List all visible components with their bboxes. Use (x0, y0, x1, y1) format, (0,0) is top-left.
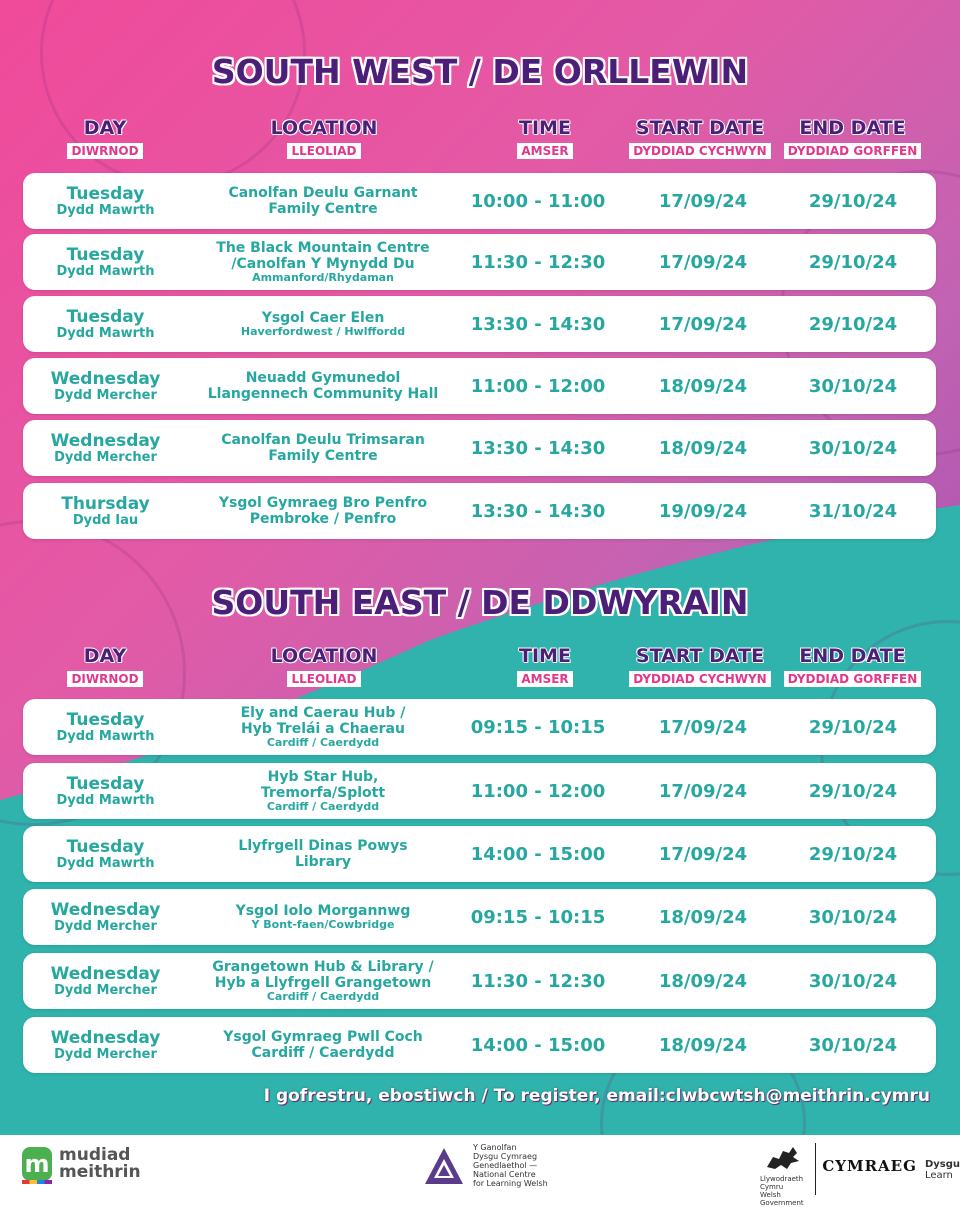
location-line: Library (294, 854, 352, 870)
section-title-south-west: SOUTH WEST / DE ORLLEWIN (211, 52, 749, 91)
header-end-date (775, 117, 930, 159)
end-date: 29/10/24 (808, 843, 898, 865)
location-line: Ely and Caerau Hub / (240, 705, 406, 721)
location-line: Cardiff / Caerdydd (251, 1045, 395, 1061)
location-line: Ysgol Gymraeg Pwll Coch (223, 1029, 423, 1045)
logo-text: National Centre (473, 1170, 536, 1179)
logo-text: Genedlaethol — (473, 1161, 538, 1170)
end-date: 29/10/24 (808, 190, 898, 212)
start-date: 18/09/24 (658, 906, 748, 928)
location-line: Ysgol Caer Elen (261, 310, 385, 326)
day: Tuesday (66, 836, 145, 857)
day-welsh: Dydd Mawrth (56, 325, 155, 341)
header-day (45, 117, 165, 159)
day: Wednesday (50, 1027, 161, 1048)
day: Tuesday (66, 244, 145, 265)
section-title-south-east: SOUTH EAST / DE DDWYRAIN (211, 583, 749, 622)
day: Wednesday (50, 963, 161, 984)
day: Wednesday (50, 899, 161, 920)
schedule-row (23, 826, 936, 882)
header-time-en: TIME (519, 117, 571, 139)
location-line: Pembroke / Penfro (249, 511, 397, 527)
location-town: Ammanford/Rhydaman (252, 271, 394, 284)
schedule-row (23, 483, 936, 539)
day: Thursday (61, 493, 150, 514)
end-date: 30/10/24 (808, 437, 898, 459)
end-date: 29/10/24 (808, 251, 898, 273)
logo-text: Llywodraeth Cymru (760, 1175, 804, 1191)
header-day-en: DAY (83, 645, 127, 667)
header-location-en: LOCATION (270, 117, 378, 139)
location-town: Haverfordwest / Hwlffordd (240, 325, 406, 338)
schedule-row (23, 173, 936, 229)
end-date: 29/10/24 (808, 780, 898, 802)
location-line: Llangennech Community Hall (207, 386, 439, 402)
time: 13:30 - 14:30 (470, 437, 606, 459)
day-welsh: Dydd Mawrth (56, 792, 155, 808)
logo-divider (815, 1143, 816, 1195)
schedule-row (23, 763, 936, 819)
header-end-en: END DATE (799, 645, 906, 667)
header-time (485, 117, 605, 159)
location-line: The Black Mountain Centre (216, 240, 430, 256)
location-town: Cardiff / Caerdydd (266, 990, 380, 1003)
time: 09:15 - 10:15 (470, 906, 606, 928)
register-email-text[interactable]: I gofrestru, ebostiwch / To register, email:clwbcwtsh@meithrin.cymru (263, 1086, 930, 1106)
location-line: Ysgol Gymraeg Bro Penfro (218, 495, 428, 511)
day: Tuesday (66, 306, 145, 327)
logo-text: Learn (924, 1170, 953, 1181)
start-date: 18/09/24 (658, 437, 748, 459)
schedule-row (23, 699, 936, 755)
national-centre-logo (423, 1143, 553, 1188)
logo-text: Y Ganolfan (473, 1143, 517, 1152)
header-location (224, 117, 424, 159)
logo-text: Dysgu (924, 1159, 960, 1170)
end-date: 30/10/24 (808, 906, 898, 928)
time: 11:30 - 12:30 (470, 970, 606, 992)
schedule-row (23, 1017, 936, 1073)
triangle-icon (423, 1145, 465, 1187)
time: 10:00 - 11:00 (470, 190, 606, 212)
end-date: 30/10/24 (808, 970, 898, 992)
header-location-cy: LLEOLIAD (287, 143, 360, 159)
location-town: Cardiff / Caerdydd (266, 800, 380, 813)
location-line: Neuadd Gymunedol (245, 370, 401, 386)
logo-text: Dysgu Cymraeg (473, 1152, 538, 1161)
day-welsh: Dydd Mawrth (56, 728, 155, 744)
location-line: Hyb Star Hub, (267, 769, 379, 785)
header-start-en: START DATE (635, 645, 765, 667)
schedule-row (23, 953, 936, 1009)
time: 14:00 - 15:00 (470, 843, 606, 865)
schedule-row (23, 358, 936, 414)
start-date: 17/09/24 (658, 313, 748, 335)
location-town: Y Bont-faen/Cowbridge (251, 918, 395, 931)
header-start-date (620, 645, 780, 687)
day-welsh: Dydd Mercher (54, 918, 157, 934)
time: 11:00 - 12:00 (470, 780, 606, 802)
time: 11:00 - 12:00 (470, 375, 606, 397)
day: Wednesday (50, 430, 161, 451)
schedule-row (23, 889, 936, 945)
cymraeg-logo-text: CYMRAEG (822, 1157, 917, 1175)
start-date: 19/09/24 (658, 500, 748, 522)
mudiad-meithrin-logo (22, 1147, 141, 1181)
header-day-cy: DIWRNOD (67, 671, 142, 687)
location-line: Family Centre (268, 448, 378, 464)
logo-text: mudiad (59, 1145, 131, 1165)
day-welsh: Dydd Iau (72, 512, 139, 528)
location-line: Grangetown Hub & Library / (212, 959, 434, 975)
header-location-en: LOCATION (270, 645, 378, 667)
header-location-cy: LLEOLIAD (287, 671, 360, 687)
header-time-en: TIME (519, 645, 571, 667)
location-town: Cardiff / Caerdydd (266, 736, 380, 749)
start-date: 17/09/24 (658, 190, 748, 212)
mudiad-meithrin-icon: m (22, 1147, 52, 1181)
header-end-date (775, 645, 930, 687)
location-line: Tremorfa/Splott (260, 785, 386, 801)
schedule-row (23, 420, 936, 476)
start-date: 17/09/24 (658, 716, 748, 738)
day-welsh: Dydd Mercher (54, 387, 157, 403)
location-line: Canolfan Deulu Garnant (228, 185, 418, 201)
dragon-icon (763, 1143, 803, 1173)
day-welsh: Dydd Mawrth (56, 855, 155, 871)
schedule-row (23, 296, 936, 352)
day: Wednesday (50, 368, 161, 389)
day-welsh: Dydd Mawrth (56, 202, 155, 218)
schedule-row (23, 234, 936, 290)
location-line: Family Centre (268, 201, 378, 217)
location-line: Ysgol Iolo Morgannwg (235, 903, 411, 919)
start-date: 17/09/24 (658, 251, 748, 273)
header-time (485, 645, 605, 687)
start-date: 18/09/24 (658, 970, 748, 992)
time: 13:30 - 14:30 (470, 313, 606, 335)
time: 13:30 - 14:30 (470, 500, 606, 522)
start-date: 18/09/24 (658, 375, 748, 397)
header-start-cy: DYDDIAD CYCHWYN (629, 671, 770, 687)
day-welsh: Dydd Mercher (54, 982, 157, 998)
day: Tuesday (66, 709, 145, 730)
footer-logos (0, 1135, 960, 1207)
location-line: Hyb Trelái a Chaerau (241, 721, 405, 737)
end-date: 30/10/24 (808, 375, 898, 397)
header-time-cy: AMSER (517, 671, 572, 687)
day-welsh: Dydd Mawrth (56, 263, 155, 279)
location-line: Canolfan Deulu Trimsaran (221, 432, 425, 448)
end-date: 29/10/24 (808, 313, 898, 335)
end-date: 29/10/24 (808, 716, 898, 738)
location-line: Llyfrgell Dinas Powys (238, 838, 408, 854)
day-welsh: Dydd Mercher (54, 1046, 157, 1062)
end-date: 31/10/24 (808, 500, 898, 522)
welsh-government-logo (760, 1143, 960, 1207)
logo-text: for Learning Welsh (473, 1179, 548, 1188)
end-date: 30/10/24 (808, 1034, 898, 1056)
day-welsh: Dydd Mercher (54, 449, 157, 465)
header-end-cy: DYDDIAD GORFFEN (784, 143, 922, 159)
time: 11:30 - 12:30 (470, 251, 606, 273)
time: 14:00 - 15:00 (470, 1034, 606, 1056)
logo-text: Welsh Government (760, 1191, 804, 1207)
day: Tuesday (66, 773, 145, 794)
day: Tuesday (66, 183, 145, 204)
header-day-en: DAY (83, 117, 127, 139)
header-end-cy: DYDDIAD GORFFEN (784, 671, 922, 687)
location-line: /Canolfan Y Mynydd Du (231, 256, 415, 272)
start-date: 17/09/24 (658, 780, 748, 802)
time: 09:15 - 10:15 (470, 716, 606, 738)
logo-text: meithrin (59, 1162, 141, 1182)
header-location (224, 645, 424, 687)
header-day-cy: DIWRNOD (67, 143, 142, 159)
header-day (45, 645, 165, 687)
header-end-en: END DATE (799, 117, 906, 139)
header-start-cy: DYDDIAD CYCHWYN (629, 143, 770, 159)
header-start-date (620, 117, 780, 159)
start-date: 17/09/24 (658, 843, 748, 865)
start-date: 18/09/24 (658, 1034, 748, 1056)
location-line: Hyb a Llyfrgell Grangetown (214, 975, 432, 991)
header-start-en: START DATE (635, 117, 765, 139)
header-time-cy: AMSER (517, 143, 572, 159)
